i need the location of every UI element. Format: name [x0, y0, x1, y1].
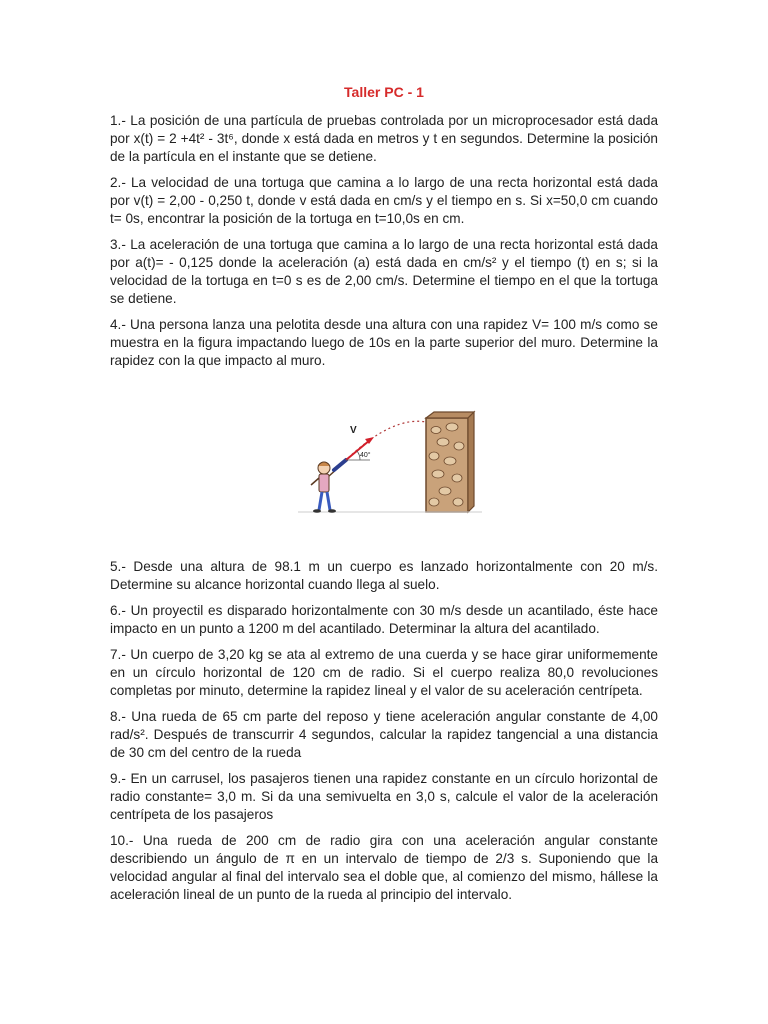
wall-icon — [426, 412, 474, 512]
problem-list — [110, 112, 658, 912]
problem-2-text: 2.- La velocidad de una tortuga que camina a lo largo de una recta horizontal está dada por v(t) = 2,00 - 0,250 t, donde v está dada en cm/s y el tiempo en s. Si x=50,0 cm cuando t= 0s, encontrar la posición de la tortuga en t=10,0s en cm. — [110, 175, 658, 226]
problem-7 — [110, 646, 658, 700]
problem-6 — [110, 602, 658, 638]
page-title: Taller PC - 1 — [344, 84, 424, 100]
problem-8 — [110, 708, 658, 762]
problem-2 — [110, 174, 658, 228]
problem-6-text: 6.- Un proyectil es disparado horizontalmente con 30 m/s desde un acantilado, éste hace impacto en un punto a 1200 m del acantilado. Determinar la altura del acantilado. — [110, 603, 658, 636]
problem-1 — [110, 112, 658, 166]
problem-5-text: 5.- Desde una altura de 98.1 m un cuerpo es lanzado horizontalmente con 20 m/s. Determine su alcance horizontal cuando llega al suelo. — [110, 559, 658, 592]
problem-3 — [110, 236, 658, 308]
angle-label: 40° — [360, 452, 371, 459]
problem-9-text: 9.- En un carrusel, los pasajeros tienen una rapidez constante en un círculo horizontal de radio constante= 3,0 m. Si da una semivuelta en 3,0 s, calcule el valor de la aceleración centrípeta de los pasajeros — [110, 771, 658, 822]
problem-7-text: 7.- Un cuerpo de 3,20 kg se ata al extremo de una cuerda y se hace girar uniformemente en un círculo horizontal de 120 cm de radio. Si el cuerpo realiza 80,0 revoluciones completas por minuto, determine la rapidez lineal y el valor de su aceleración centrípeta. — [110, 647, 658, 698]
problem-10 — [110, 832, 658, 904]
problem-5 — [110, 558, 658, 594]
problem-3-text: 3.- La aceleración de una tortuga que camina a lo largo de una recta horizontal está dada por a(t)= - 0,125 donde la aceleración (a) está dada en cm/s² y el tiempo (t) en s; si la velocidad de la tortuga en t=0 s es de 2,00 cm/s. Determine el tiempo en el que la tortuga se detiene. — [110, 237, 658, 306]
problem-10-text: 10.- Una rueda de 200 cm de radio gira con una aceleración angular constante describiendo un ángulo de π en un intervalo de tiempo de 2/3 s. Suponiendo que la velocidad angular al final del intervalo sea el doble que, al comienzo del mismo, hállese la aceleración lineal de un punto de la rueda al principio del intervalo. — [110, 833, 658, 902]
problem-9 — [110, 770, 658, 824]
projectile-figure — [110, 410, 658, 538]
problem-1-text: 1.- La posición de una partícula de pruebas controlada por un microprocesador está dada por x(t) = 2 +4t² - 3t⁶, donde x está dada en metros y t en segundos. Determine la posición de la partícula en el instante que se detiene. — [110, 113, 658, 164]
velocity-label: V — [350, 425, 357, 436]
problem-4-text: 4.- Una persona lanza una pelotita desde una altura con una rapidez V= 100 m/s como se muestra en la figura impactando luego de 10s en la parte superior del muro. Determine la rapidez con la que impacto al muro. — [110, 317, 658, 368]
projectile-illustration — [298, 410, 482, 514]
person-icon — [311, 460, 346, 513]
problem-4 — [110, 316, 658, 370]
problem-8-text: 8.- Una rueda de 65 cm parte del reposo y tiene aceleración angular constante de 4,00 rad/s². Después de transcurrir 4 segundos, calcular la rapidez tangencial a una distancia de 30 cm del centro de la rueda — [110, 709, 658, 760]
